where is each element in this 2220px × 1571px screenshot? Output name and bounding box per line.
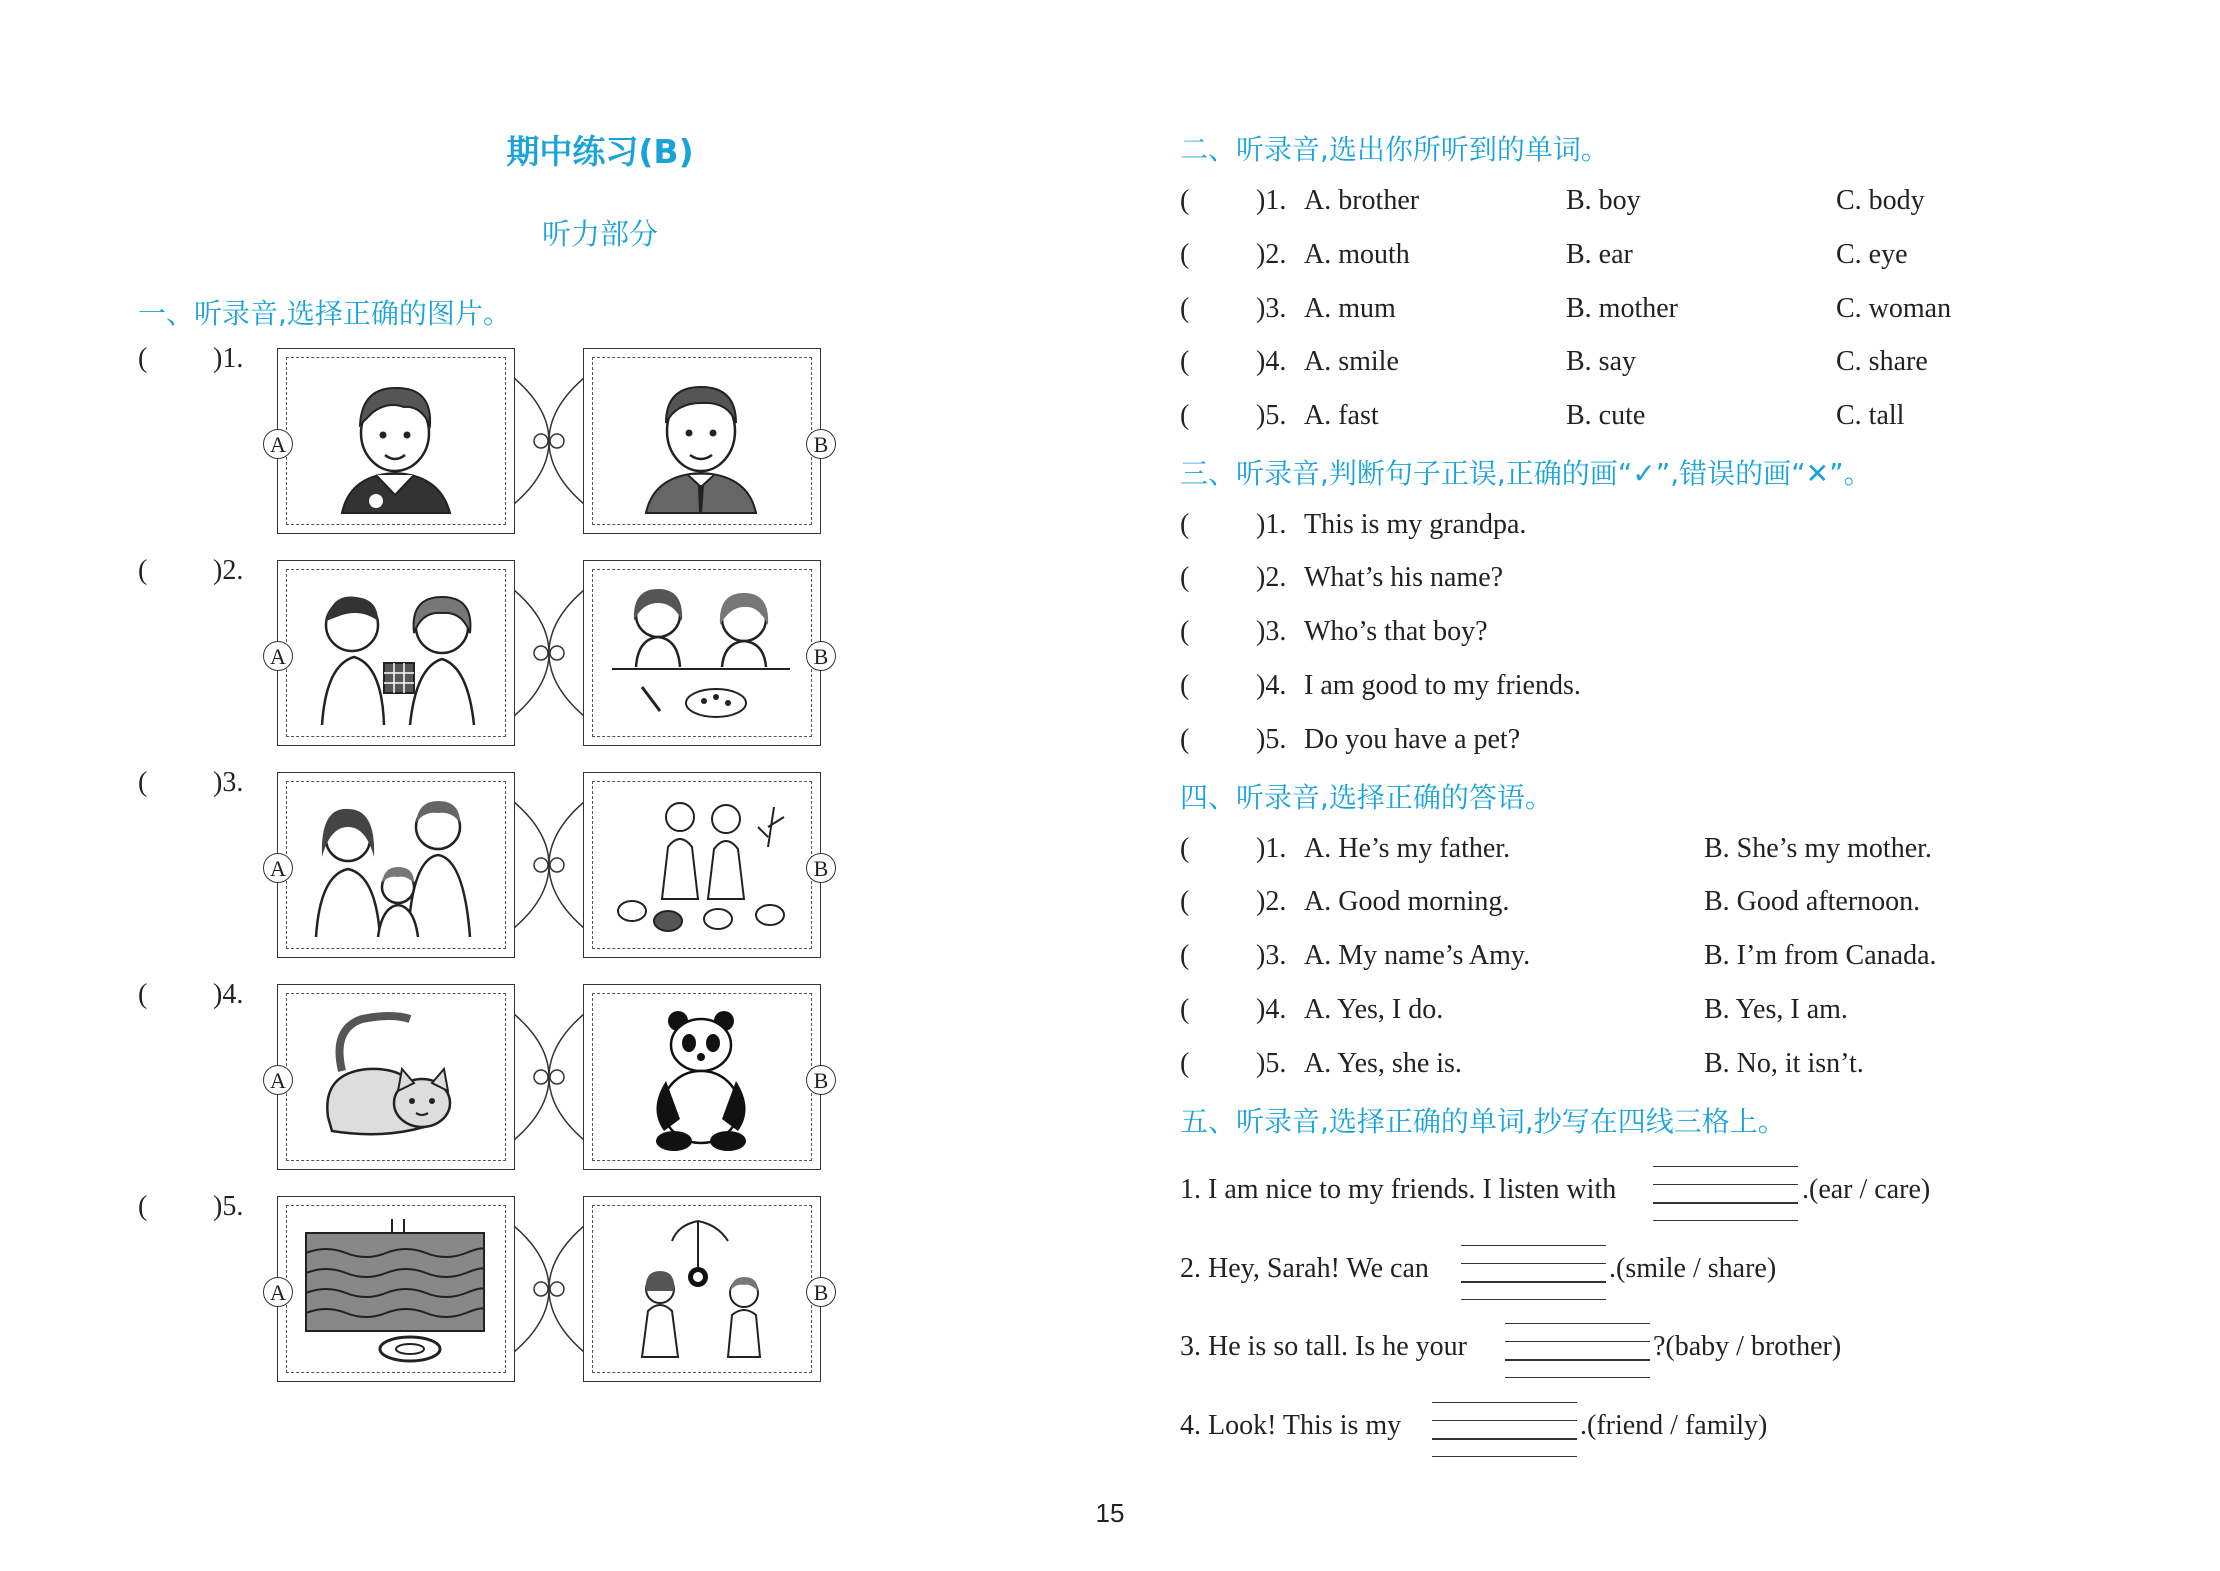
option-a[interactable]: A. brother [1304, 185, 1420, 216]
option-c[interactable]: C. eye [1836, 239, 1908, 270]
connector-icon [514, 772, 584, 958]
option-b[interactable]: B. I’m from Canada. [1704, 940, 1937, 971]
connector-icon [514, 1196, 584, 1382]
picture-card-b[interactable] [583, 772, 821, 958]
answer-paren-open: ( [138, 767, 148, 798]
answer-paren-open: ( [138, 1191, 148, 1222]
list-item [1180, 342, 1980, 382]
section-subtitle: 听力部分 [541, 217, 658, 251]
four-line-grid[interactable] [1505, 1323, 1650, 1379]
answer-paren-open: ( [1180, 239, 1190, 270]
statement-text: This is my grandpa. [1304, 509, 1527, 540]
fill-sentence-end: .(ear / care) [1802, 1174, 1931, 1205]
picture-card-a[interactable] [277, 772, 515, 958]
answer-paren-open: ( [1180, 886, 1190, 917]
option-b[interactable]: B. boy [1566, 185, 1641, 216]
list-item [1180, 829, 2040, 869]
answer-paren-open: ( [1180, 616, 1190, 647]
question-number: )2. [1256, 562, 1287, 593]
question-number: )1. [213, 343, 244, 374]
question-number: )4. [1256, 994, 1287, 1025]
four-line-grid[interactable] [1432, 1402, 1577, 1458]
four-line-grid[interactable] [1653, 1166, 1798, 1222]
family-photo-image [292, 787, 498, 945]
fill-sentence-start: 2. Hey, Sarah! We can [1180, 1253, 1429, 1284]
picture-card-a[interactable] [277, 984, 515, 1170]
option-a-badge: A [263, 429, 293, 459]
part5-heading: 五、听录音,选择正确的单词,抄写在四线三格上。 [1180, 1105, 1786, 1138]
fill-sentence-end: .(smile / share) [1609, 1253, 1777, 1284]
option-b-badge: B [806, 1065, 836, 1095]
answer-paren-open: ( [138, 555, 148, 586]
option-a[interactable]: A. mum [1304, 293, 1396, 324]
option-a-badge: A [263, 1277, 293, 1307]
fill-sentence-end: .(friend / family) [1580, 1410, 1768, 1441]
option-a[interactable]: A. Yes, she is. [1304, 1048, 1462, 1079]
question-number: )5. [1256, 724, 1287, 755]
statement-text: What’s his name? [1304, 562, 1504, 593]
page-title: 期中练习(B) [506, 132, 694, 171]
picture-card-a[interactable] [277, 1196, 515, 1382]
picture-card-b[interactable] [583, 348, 821, 534]
answer-paren-open: ( [1180, 1048, 1190, 1079]
question-number: )5. [1256, 400, 1287, 431]
question-number: )5. [213, 1191, 244, 1222]
question-number: )3. [213, 767, 244, 798]
fill-sentence-start: 1. I am nice to my friends. I listen with [1180, 1174, 1617, 1205]
option-a[interactable]: A. Good morning. [1304, 886, 1510, 917]
answer-paren-open: ( [138, 343, 148, 374]
answer-paren-open: ( [1180, 940, 1190, 971]
option-b[interactable]: B. cute [1566, 400, 1646, 431]
connector-icon [514, 984, 584, 1170]
option-c[interactable]: C. share [1836, 346, 1928, 377]
answer-paren-open: ( [1180, 562, 1190, 593]
question-number: )3. [1256, 616, 1287, 647]
list-item [1180, 558, 1980, 598]
fill-sentence-start: 3. He is so tall. Is he your [1180, 1331, 1467, 1362]
option-b[interactable]: B. say [1566, 346, 1636, 377]
list-item [1180, 666, 1980, 706]
question-number: )3. [1256, 293, 1287, 324]
question-number: )4. [213, 979, 244, 1010]
statement-text: I am good to my friends. [1304, 670, 1581, 701]
list-item [1180, 882, 2040, 922]
swimming-pool-image [292, 1211, 498, 1369]
question-number: )4. [1256, 670, 1287, 701]
part3-heading: 三、听录音,判断句子正误,正确的画“✓”,错误的画“✕”。 [1180, 457, 1872, 490]
option-b[interactable]: B. She’s my mother. [1704, 833, 1932, 864]
list-item [1180, 396, 1980, 436]
fill-sentence-end: ?(baby / brother) [1653, 1331, 1842, 1362]
option-a-badge: A [263, 641, 293, 671]
option-b-badge: B [806, 429, 836, 459]
panda-image [598, 999, 804, 1157]
girl-and-boy-outdoors-image [598, 1211, 804, 1369]
cat-image [292, 999, 498, 1157]
four-line-grid[interactable] [1461, 1245, 1606, 1301]
answer-paren-open: ( [1180, 509, 1190, 540]
girls-with-dogs-image [598, 787, 804, 945]
option-b[interactable]: B. mother [1566, 293, 1678, 324]
boy-portrait-image [292, 363, 498, 521]
picture-card-a[interactable] [277, 348, 515, 534]
option-a[interactable]: A. Yes, I do. [1304, 994, 1444, 1025]
answer-paren-open: ( [1180, 185, 1190, 216]
option-c[interactable]: C. body [1836, 185, 1925, 216]
list-item [1180, 505, 1980, 545]
connector-icon [514, 560, 584, 746]
option-b-badge: B [806, 1277, 836, 1307]
answer-paren-open: ( [1180, 346, 1190, 377]
man-portrait-image [598, 363, 804, 521]
option-a-badge: A [263, 1065, 293, 1095]
answer-paren-open: ( [1180, 293, 1190, 324]
option-b[interactable]: B. Yes, I am. [1704, 994, 1848, 1025]
list-item [1180, 720, 1980, 760]
girls-painting-image [598, 575, 804, 733]
question-number: )2. [213, 555, 244, 586]
picture-card-b[interactable] [583, 560, 821, 746]
option-c[interactable]: C. tall [1836, 400, 1905, 431]
option-b[interactable]: B. ear [1566, 239, 1633, 270]
option-a[interactable]: A. mouth [1304, 239, 1410, 270]
option-b-badge: B [806, 641, 836, 671]
question-number: )4. [1256, 346, 1287, 377]
part1-heading: 一、听录音,选择正确的图片。 [138, 297, 511, 330]
option-b[interactable]: B. Good afternoon. [1704, 886, 1921, 917]
answer-paren-open: ( [1180, 670, 1190, 701]
option-c[interactable]: C. woman [1836, 293, 1952, 324]
question-number: )2. [1256, 886, 1287, 917]
question-number: )2. [1256, 239, 1287, 270]
picture-card-b[interactable] [583, 1196, 821, 1382]
statement-text: Do you have a pet? [1304, 724, 1521, 755]
list-item [1180, 181, 1980, 221]
option-a[interactable]: A. smile [1304, 346, 1399, 377]
list-item [1180, 1044, 2040, 1084]
question-number: )3. [1256, 940, 1287, 971]
option-a[interactable]: A. My name’s Amy. [1304, 940, 1531, 971]
answer-paren-open: ( [1180, 994, 1190, 1025]
option-b[interactable]: B. No, it isn’t. [1704, 1048, 1864, 1079]
option-a[interactable]: A. He’s my father. [1304, 833, 1511, 864]
question-number: )1. [1256, 833, 1287, 864]
option-a[interactable]: A. fast [1304, 400, 1379, 431]
option-a-badge: A [263, 853, 293, 883]
question-number: )1. [1256, 185, 1287, 216]
connector-icon [514, 348, 584, 534]
list-item [1180, 235, 1980, 275]
picture-card-a[interactable] [277, 560, 515, 746]
fill-sentence-start: 4. Look! This is my [1180, 1410, 1402, 1441]
statement-text: Who’s that boy? [1304, 616, 1488, 647]
page-number: 15 [1095, 1498, 1125, 1528]
children-with-cube-image [292, 575, 498, 733]
list-item [1180, 990, 2040, 1030]
question-number: )1. [1256, 509, 1287, 540]
list-item [1180, 289, 1980, 329]
answer-paren-open: ( [1180, 833, 1190, 864]
list-item [1180, 936, 2040, 976]
answer-paren-open: ( [1180, 724, 1190, 755]
list-item [1180, 612, 1980, 652]
answer-paren-open: ( [138, 979, 148, 1010]
part2-heading: 二、听录音,选出你所听到的单词。 [1180, 133, 1609, 166]
answer-paren-open: ( [1180, 400, 1190, 431]
option-b-badge: B [806, 853, 836, 883]
picture-card-b[interactable] [583, 984, 821, 1170]
question-number: )5. [1256, 1048, 1287, 1079]
part4-heading: 四、听录音,选择正确的答语。 [1180, 781, 1553, 814]
